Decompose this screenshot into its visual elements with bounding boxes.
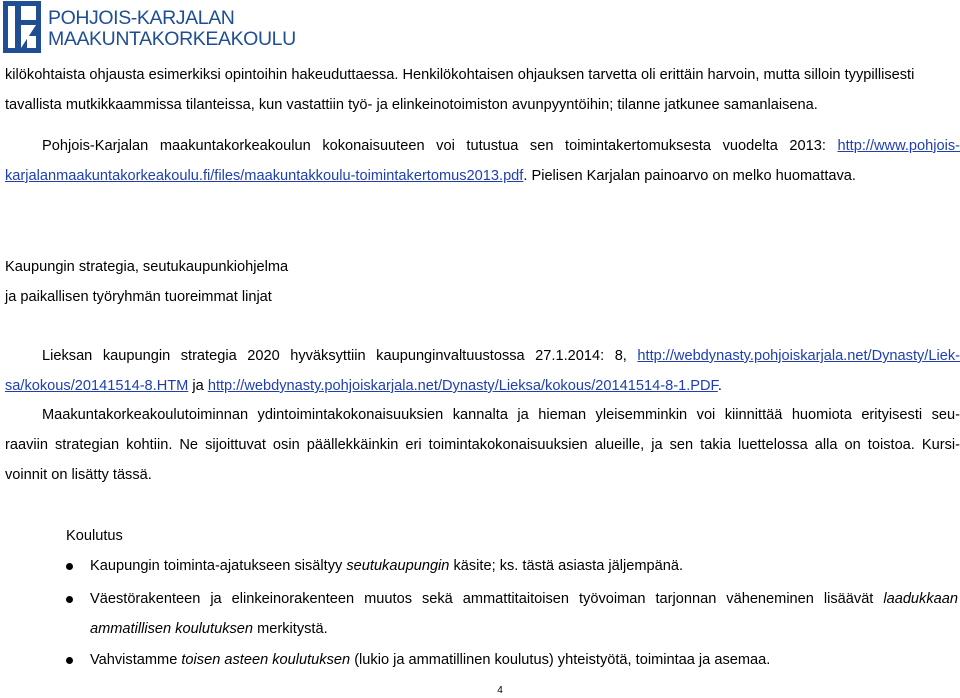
p2-line1-text: Pohjois-Karjalan maakuntakorkeakoulun kokonaisuuteen voi tutustua sen toimintakertomuksesta vuodelta 2013: (42, 138, 826, 154)
bullet3-text-post: (lukio ja ammatillinen koulutus) yhteistyötä, toimintaa ja asemaa. (350, 652, 771, 668)
p2-line2 (5, 167, 960, 185)
p4-line2: raaviin strategian kohtiin. Ne sijoittuvat osin päällekkäinkin eri toimintakokonaisuuksien alueille, ja sen takia luettelossa alla on toistoa. Kursi- (5, 437, 960, 453)
institution-logo (2, 0, 296, 56)
p3-link1-part1[interactable]: http://webdynasty.pohjoiskarjala.net/Dynasty/Liek- (637, 348, 960, 364)
p1-line1: kilökohtaista ohjausta esimerkiksi opintoihin hakeuduttaessa. Henkilökohtaisen ohjauksen tarvetta oli erittäin harvoin, mutta silloin tyypillisesti (5, 67, 915, 83)
bullet-icon (66, 657, 73, 664)
bullet-item-2-line1 (90, 590, 958, 608)
bullet2-line2-post: merkitystä. (253, 621, 328, 637)
p2-link-part1[interactable]: http://www.pohjois- (837, 138, 960, 154)
bullet-item-3 (90, 651, 770, 669)
logo-line1: POHJOIS-KARJALAN (48, 7, 235, 29)
p2-link-part2[interactable]: karjalanmaakuntakorkeakoulu.fi/files/maakuntakkoulu-toimintakertomus2013.pdf (5, 168, 524, 184)
bullet-item-1 (90, 557, 683, 575)
p3-line1-text: Lieksan kaupungin strategia 2020 hyväksyttiin kaupunginvaltuustossa 27.1.2014: 8, (42, 348, 627, 364)
p3-line2-mid: ja (192, 378, 204, 394)
section-heading-line1: Kaupungin strategia, seutukaupunkiohjelma (5, 259, 289, 275)
logo-mark-icon (2, 0, 42, 54)
bullet-item-2-line2 (90, 620, 328, 638)
p3-line1 (42, 347, 960, 365)
bullet2-text-pre: Väestörakenteen ja elinkeinorakenteen muutos sekä ammattitaitoisen työvoiman tarjonnan väheneminen lisäävät (90, 591, 884, 607)
p4-line1: Maakuntakorkeakoulutoiminnan ydintoimintakokonaisuuksien kannalta ja hieman yleisemminkin voi kiinnittää huomiota erityisesti seu- (42, 407, 960, 423)
bullet1-text-italic: seutukaupungin (346, 558, 450, 574)
bullet-icon (66, 596, 73, 603)
p2-line1 (42, 137, 960, 155)
p4-line3: voinnit on lisätty tässä. (5, 467, 152, 483)
section-heading-line2: ja paikallisen työryhmän tuoreimmat linjat (5, 289, 272, 305)
p3-line2-end: . (717, 378, 722, 394)
bullet1-text-pre: Kaupungin toiminta-ajatukseen sisältyy (90, 558, 347, 574)
bullet-icon (66, 563, 73, 570)
p1-line2: tavallista mutkikkaammissa tilanteissa, kun vastattiin työ- ja elinkeinotoimiston avunpyyntöihin; tilanne jatkunee samanlaisena. (5, 97, 818, 113)
bullet1-text-post: käsite; ks. tästä asiasta jäljempänä. (449, 558, 684, 574)
p2-line2-text: . Pielisen Karjalan painoarvo on melko huomattava. (523, 168, 856, 184)
bullet3-text-italic: toisen asteen koulutuksen (181, 652, 351, 668)
bullet3-text-pre: Vahvistamme (90, 652, 182, 668)
bullet2-line2-italic: ammatillisen koulutuksen (90, 621, 254, 637)
p3-link2[interactable]: http://webdynasty.pohjoiskarjala.net/Dynasty/Lieksa/kokous/20141514-8-1.PDF (207, 378, 718, 394)
p3-line2 (5, 377, 960, 395)
page-number: 4 (497, 685, 503, 696)
bullet2-text-italic: laadukkaan (883, 591, 958, 607)
logo-line2: MAAKUNTAKORKEAKOULU (48, 28, 296, 50)
subsection-label: Koulutus (66, 528, 123, 544)
p3-link1-part2[interactable]: sa/kokous/20141514-8.HTM (5, 378, 189, 394)
